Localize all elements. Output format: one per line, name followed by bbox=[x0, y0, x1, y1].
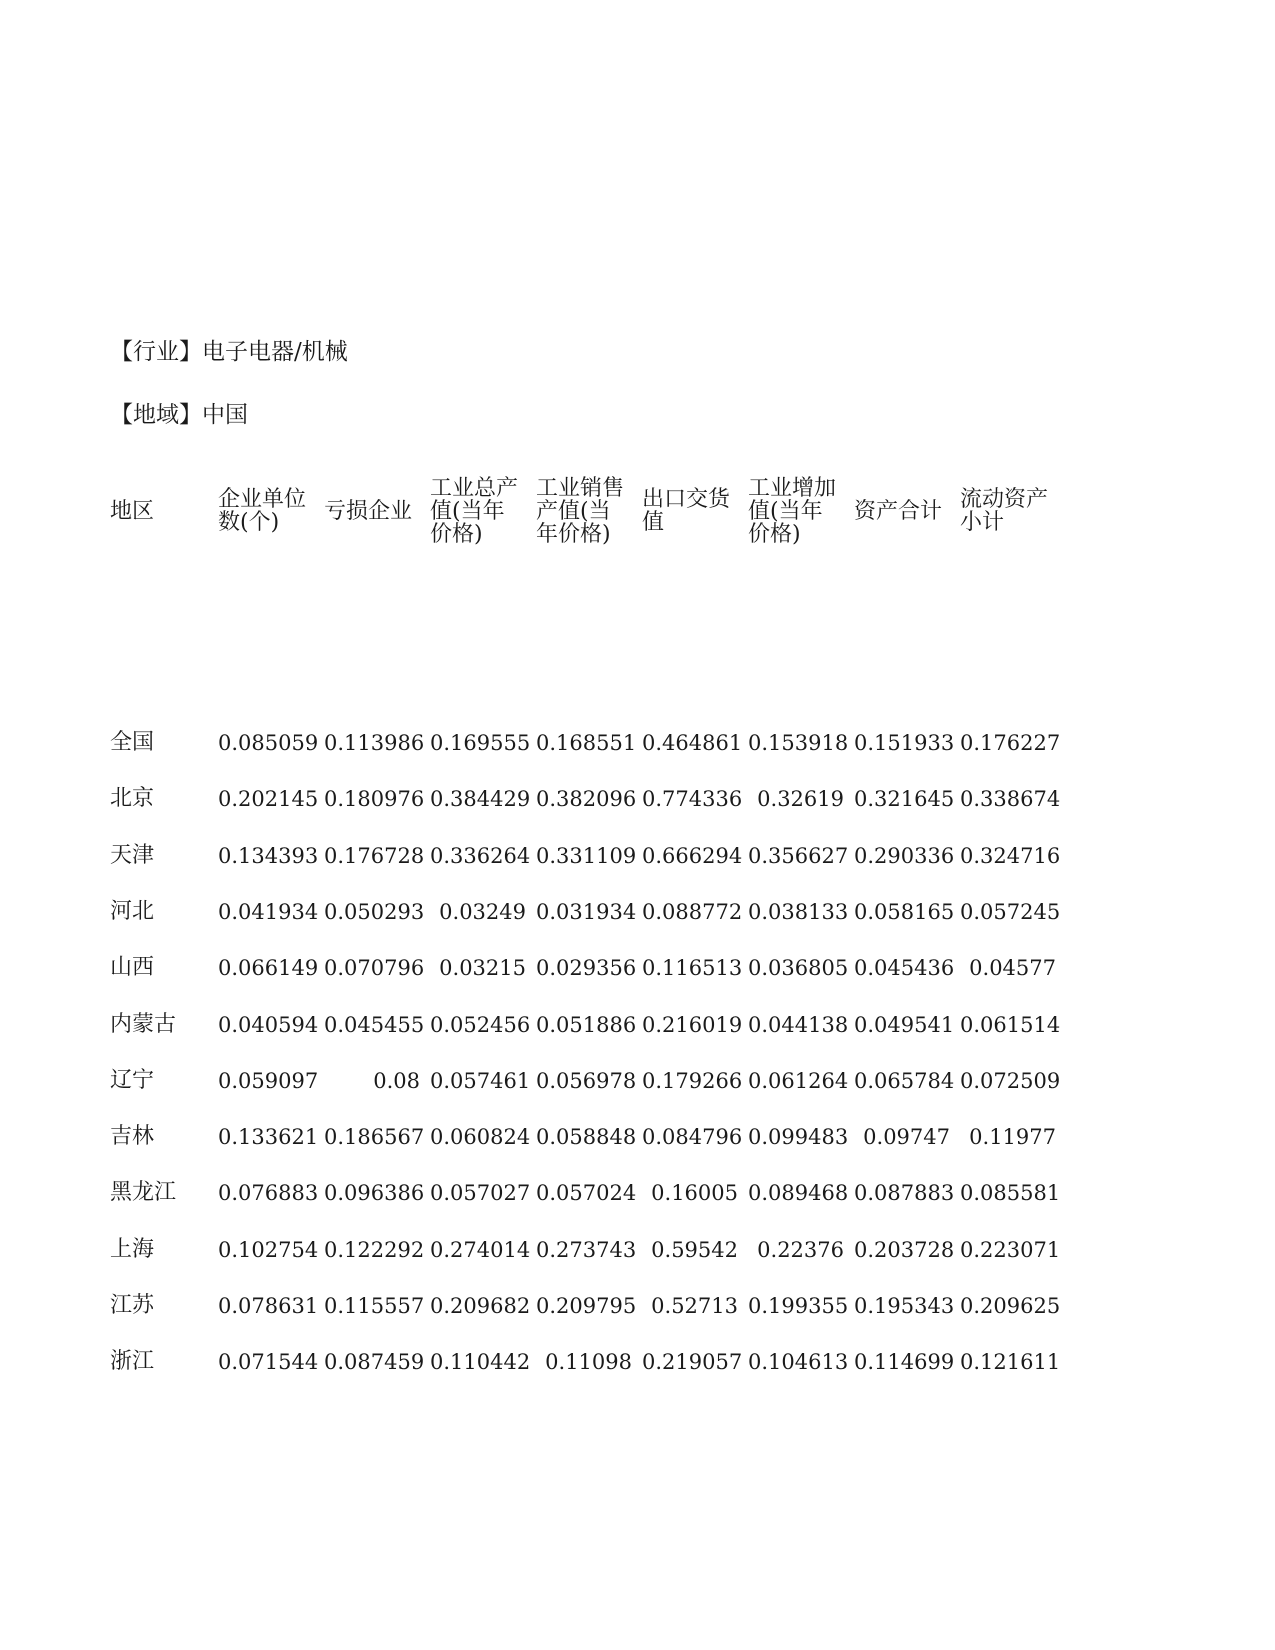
table-cell: 0.202145 bbox=[218, 787, 319, 811]
table-cell: 0.22376 bbox=[757, 1238, 844, 1262]
table-cell: 0.031934 bbox=[536, 900, 637, 924]
table-cell: 0.066149 bbox=[218, 956, 319, 980]
table-cell: 0.153918 bbox=[748, 731, 849, 755]
table-cell: 0.151933 bbox=[854, 731, 955, 755]
row-region: 上海 bbox=[110, 1237, 155, 1262]
table-cell: 0.223071 bbox=[960, 1238, 1061, 1262]
table-cell: 0.061264 bbox=[748, 1069, 849, 1093]
table-cell: 0.061514 bbox=[960, 1013, 1061, 1037]
table-cell: 0.056978 bbox=[536, 1069, 637, 1093]
table-cell: 0.122292 bbox=[324, 1238, 425, 1262]
data-table bbox=[110, 0, 1110, 1650]
table-cell: 0.115557 bbox=[324, 1294, 425, 1318]
row-region: 山西 bbox=[110, 955, 155, 980]
table-cell: 0.087459 bbox=[324, 1350, 425, 1374]
row-region: 黑龙江 bbox=[110, 1180, 177, 1205]
table-cell: 0.774336 bbox=[642, 787, 743, 811]
table-cell: 0.209625 bbox=[960, 1294, 1061, 1318]
table-cell: 0.219057 bbox=[642, 1350, 743, 1374]
table-cell: 0.274014 bbox=[430, 1238, 531, 1262]
table-cell: 0.070796 bbox=[324, 956, 425, 980]
table-cell: 0.32619 bbox=[757, 787, 844, 811]
table-cell: 0.114699 bbox=[854, 1350, 955, 1374]
column-header: 工业增加值(当年价格) bbox=[748, 475, 837, 547]
table-cell: 0.03249 bbox=[439, 900, 526, 924]
table-cell: 0.057461 bbox=[430, 1069, 531, 1093]
table-cell: 0.065784 bbox=[854, 1069, 955, 1093]
table-cell: 0.464861 bbox=[642, 731, 743, 755]
table-cell: 0.058848 bbox=[536, 1125, 637, 1149]
table-cell: 0.195343 bbox=[854, 1294, 955, 1318]
table-cell: 0.110442 bbox=[430, 1350, 531, 1374]
table-cell: 0.199355 bbox=[748, 1294, 849, 1318]
table-cell: 0.045436 bbox=[854, 956, 955, 980]
table-cell: 0.338674 bbox=[960, 787, 1061, 811]
table-cell: 0.11098 bbox=[545, 1350, 632, 1374]
table-cell: 0.040594 bbox=[218, 1013, 319, 1037]
table-cell: 0.041934 bbox=[218, 900, 319, 924]
row-region: 吉林 bbox=[110, 1124, 155, 1149]
table-cell: 0.331109 bbox=[536, 844, 637, 868]
table-cell: 0.186567 bbox=[324, 1125, 425, 1149]
table-cell: 0.11977 bbox=[969, 1125, 1056, 1149]
table-cell: 0.168551 bbox=[536, 731, 637, 755]
region-label: 【地域】 bbox=[110, 402, 202, 428]
table-cell: 0.084796 bbox=[642, 1125, 743, 1149]
table-cell: 0.050293 bbox=[324, 900, 425, 924]
column-header: 亏损企业 bbox=[324, 498, 413, 524]
row-region: 河北 bbox=[110, 899, 155, 924]
table-cell: 0.176227 bbox=[960, 731, 1061, 755]
row-region: 内蒙古 bbox=[110, 1012, 177, 1037]
column-header: 出口交货值 bbox=[642, 487, 731, 535]
table-cell: 0.099483 bbox=[748, 1125, 849, 1149]
row-region: 天津 bbox=[110, 843, 155, 868]
table-cell: 0.356627 bbox=[748, 844, 849, 868]
table-cell: 0.088772 bbox=[642, 900, 743, 924]
table-cell: 0.076883 bbox=[218, 1181, 319, 1205]
table-cell: 0.052456 bbox=[430, 1013, 531, 1037]
table-cell: 0.116513 bbox=[642, 956, 743, 980]
table-cell: 0.321645 bbox=[854, 787, 955, 811]
column-header: 流动资产小计 bbox=[960, 487, 1049, 535]
table-cell: 0.134393 bbox=[218, 844, 319, 868]
table-cell: 0.336264 bbox=[430, 844, 531, 868]
table-cell: 0.384429 bbox=[430, 787, 531, 811]
column-header: 企业单位数(个) bbox=[218, 487, 307, 535]
table-cell: 0.59542 bbox=[651, 1238, 738, 1262]
row-region: 辽宁 bbox=[110, 1068, 155, 1093]
column-header: 资产合计 bbox=[854, 498, 943, 524]
table-cell: 0.057027 bbox=[430, 1181, 531, 1205]
table-cell: 0.085581 bbox=[960, 1181, 1061, 1205]
table-cell: 0.52713 bbox=[651, 1294, 738, 1318]
table-cell: 0.104613 bbox=[748, 1350, 849, 1374]
row-region: 北京 bbox=[110, 786, 155, 811]
table-cell: 0.16005 bbox=[651, 1181, 738, 1205]
table-cell: 0.08 bbox=[373, 1069, 420, 1093]
table-cell: 0.169555 bbox=[430, 731, 531, 755]
industry-label: 【行业】 bbox=[110, 339, 202, 365]
table-cell: 0.290336 bbox=[854, 844, 955, 868]
table-cell: 0.051886 bbox=[536, 1013, 637, 1037]
region-value: 中国 bbox=[202, 402, 248, 428]
table-cell: 0.102754 bbox=[218, 1238, 319, 1262]
table-cell: 0.038133 bbox=[748, 900, 849, 924]
table-cell: 0.203728 bbox=[854, 1238, 955, 1262]
table-cell: 0.060824 bbox=[430, 1125, 531, 1149]
table-cell: 0.085059 bbox=[218, 731, 319, 755]
table-cell: 0.071544 bbox=[218, 1350, 319, 1374]
table-cell: 0.036805 bbox=[748, 956, 849, 980]
table-cell: 0.072509 bbox=[960, 1069, 1061, 1093]
table-cell: 0.273743 bbox=[536, 1238, 637, 1262]
table-cell: 0.09747 bbox=[863, 1125, 950, 1149]
column-header: 工业总产值(当年价格) bbox=[430, 475, 519, 547]
row-region: 浙江 bbox=[110, 1349, 155, 1374]
table-cell: 0.03215 bbox=[439, 956, 526, 980]
table-cell: 0.089468 bbox=[748, 1181, 849, 1205]
row-region: 江苏 bbox=[110, 1293, 155, 1318]
table-cell: 0.179266 bbox=[642, 1069, 743, 1093]
table-cell: 0.057024 bbox=[536, 1181, 637, 1205]
table-cell: 0.087883 bbox=[854, 1181, 955, 1205]
table-cell: 0.113986 bbox=[324, 731, 425, 755]
row-region: 全国 bbox=[110, 730, 155, 755]
column-header: 工业销售产值(当年价格) bbox=[536, 475, 625, 547]
table-cell: 0.216019 bbox=[642, 1013, 743, 1037]
table-cell: 0.078631 bbox=[218, 1294, 319, 1318]
table-cell: 0.180976 bbox=[324, 787, 425, 811]
table-cell: 0.133621 bbox=[218, 1125, 319, 1149]
column-header: 地区 bbox=[110, 498, 155, 524]
table-cell: 0.209795 bbox=[536, 1294, 637, 1318]
table-cell: 0.057245 bbox=[960, 900, 1061, 924]
table-cell: 0.209682 bbox=[430, 1294, 531, 1318]
table-cell: 0.029356 bbox=[536, 956, 637, 980]
table-cell: 0.176728 bbox=[324, 844, 425, 868]
table-cell: 0.04577 bbox=[969, 956, 1056, 980]
table-cell: 0.666294 bbox=[642, 844, 743, 868]
table-cell: 0.058165 bbox=[854, 900, 955, 924]
table-cell: 0.121611 bbox=[960, 1350, 1061, 1374]
table-cell: 0.045455 bbox=[324, 1013, 425, 1037]
table-cell: 0.324716 bbox=[960, 844, 1061, 868]
table-cell: 0.382096 bbox=[536, 787, 637, 811]
table-cell: 0.049541 bbox=[854, 1013, 955, 1037]
industry-value: 电子电器/机械 bbox=[202, 339, 348, 365]
table-cell: 0.059097 bbox=[218, 1069, 319, 1093]
table-cell: 0.096386 bbox=[324, 1181, 425, 1205]
table-cell: 0.044138 bbox=[748, 1013, 849, 1037]
